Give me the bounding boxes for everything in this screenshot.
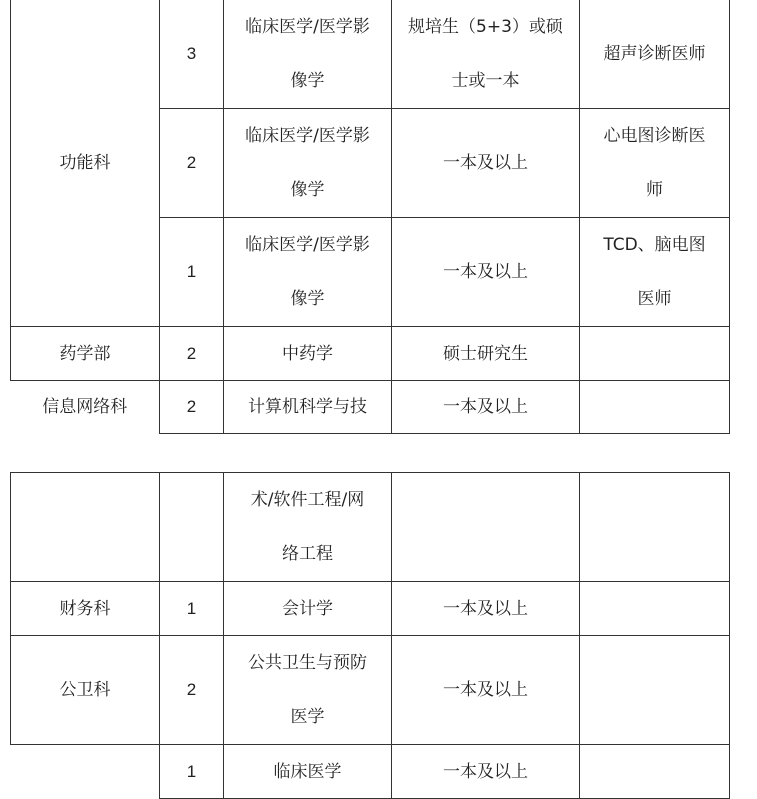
count-cell: 3 [160, 0, 224, 109]
position-cell [580, 473, 730, 582]
education-line: 规培生（5+3）或硕 [408, 17, 563, 37]
major-cell: 中药学 [224, 327, 392, 381]
education-line: 一本及以上 [443, 153, 528, 173]
dept-cell: 功能科 [11, 0, 160, 327]
education-cell: 硕士研究生 [392, 327, 580, 381]
major-cell: 计算机科学与技 [224, 381, 392, 434]
dept-cell: 财务科 [11, 582, 160, 636]
position-cell [580, 218, 730, 327]
major-line: 像学 [290, 180, 325, 200]
table-row [11, 473, 730, 582]
position-cell [580, 745, 730, 799]
education-cell [392, 218, 580, 327]
education-line: 士或一本 [451, 71, 520, 91]
position-line: 心电图诊断医 [603, 126, 706, 146]
count-cell [160, 473, 224, 582]
position-line: TCD、脑电图 [603, 235, 706, 255]
position-cell [580, 109, 730, 218]
position-line: 超声诊断医师 [603, 44, 706, 64]
dept-cell: 药学部 [11, 327, 160, 381]
table-row [11, 381, 730, 434]
position-cell [580, 636, 730, 745]
table-row [11, 636, 730, 745]
major-line: 医学 [290, 707, 325, 727]
table-row [11, 745, 730, 799]
recruitment-table-part-1 [10, 0, 730, 434]
major-cell [224, 473, 392, 582]
major-line: 临床医学/医学影 [245, 235, 370, 255]
major-cell [224, 218, 392, 327]
position-cell [580, 582, 730, 636]
position-line: 师 [646, 180, 663, 200]
education-cell: 一本及以上 [392, 745, 580, 799]
major-line: 络工程 [282, 544, 333, 564]
recruitment-table-part-2 [10, 472, 730, 799]
position-line: 医师 [637, 289, 672, 309]
count-cell: 2 [160, 636, 224, 745]
education-line: 一本及以上 [443, 262, 528, 282]
education-cell [392, 109, 580, 218]
count-cell: 2 [160, 381, 224, 434]
table-row [11, 327, 730, 381]
major-cell [224, 636, 392, 745]
major-line: 术/软件工程/网 [250, 490, 365, 510]
education-cell [392, 473, 580, 582]
dept-cell: 公卫科 [11, 636, 160, 745]
dept-cell: 信息网络科 [11, 381, 160, 434]
count-cell: 2 [160, 109, 224, 218]
major-line: 临床医学/医学影 [245, 126, 370, 146]
major-line: 公共卫生与预防 [248, 653, 367, 673]
major-cell [224, 0, 392, 109]
education-cell: 一本及以上 [392, 381, 580, 434]
education-cell [392, 0, 580, 109]
position-cell [580, 0, 730, 109]
major-line: 像学 [290, 71, 325, 91]
dept-cell [11, 473, 160, 582]
major-line: 临床医学/医学影 [245, 17, 370, 37]
dept-cell [11, 745, 160, 799]
count-cell: 2 [160, 327, 224, 381]
table-row [11, 582, 730, 636]
major-cell: 会计学 [224, 582, 392, 636]
table-row [11, 0, 730, 109]
count-cell: 1 [160, 582, 224, 636]
major-cell [224, 109, 392, 218]
major-cell: 临床医学 [224, 745, 392, 799]
education-cell: 一本及以上 [392, 582, 580, 636]
education-cell: 一本及以上 [392, 636, 580, 745]
count-cell: 1 [160, 218, 224, 327]
count-cell: 1 [160, 745, 224, 799]
position-cell [580, 327, 730, 381]
position-cell [580, 381, 730, 434]
major-line: 像学 [290, 289, 325, 309]
